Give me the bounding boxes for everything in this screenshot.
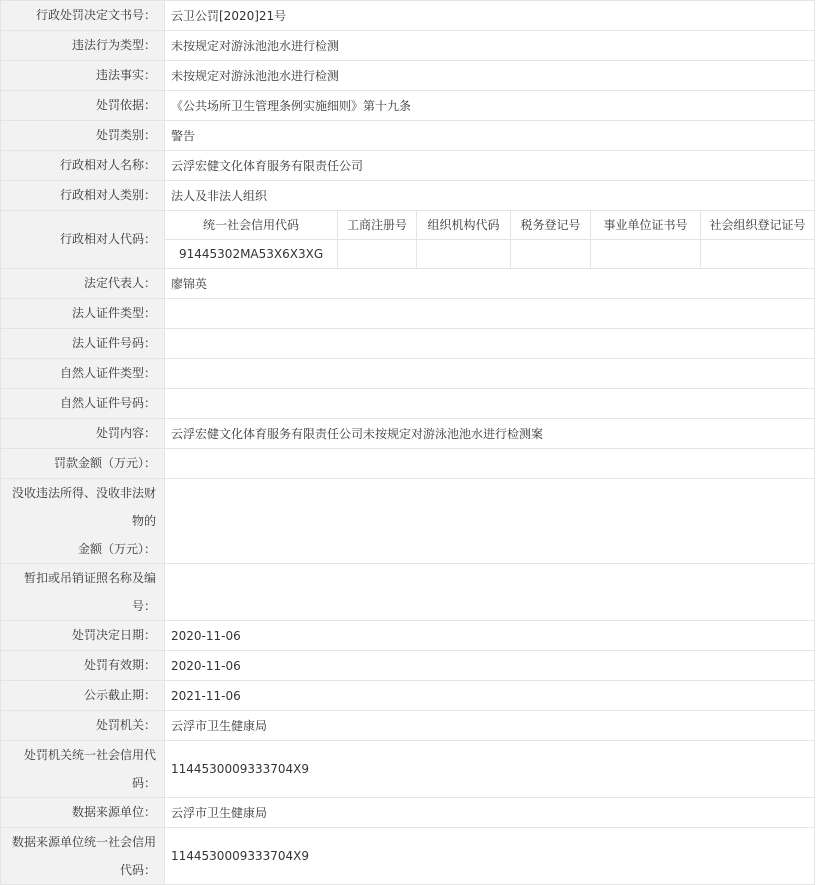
label-basis: 处罚依据： [1, 91, 165, 121]
row-natural-id-type [1, 359, 815, 389]
label-confiscation-line3: 金额（万元）： [77, 542, 156, 556]
row-natural-id-no [1, 389, 815, 419]
label-category: 处罚类别： [1, 121, 165, 151]
value-legal-rep: 廖锦英 [165, 269, 815, 299]
label-source-code [1, 828, 165, 885]
value-fine [165, 449, 815, 479]
value-legal-id-no [165, 329, 815, 359]
label-source-code-line2: 代码： [119, 863, 156, 877]
row-authority [1, 711, 815, 741]
label-party-type: 行政相对人类别： [1, 181, 165, 211]
value-source: 云浮市卫生健康局 [165, 798, 815, 828]
code-header-business-reg: 工商注册号 [338, 211, 417, 240]
row-violation-type [1, 31, 815, 61]
code-value-org-code [417, 240, 511, 269]
code-value-institution-cert [591, 240, 701, 269]
row-valid-date [1, 651, 815, 681]
value-violation-type: 未按规定对游泳池池水进行检测 [165, 31, 815, 61]
row-category [1, 121, 815, 151]
row-confiscation [1, 479, 815, 564]
label-legal-rep: 法定代表人： [1, 269, 165, 299]
value-basis: 《公共场所卫生管理条例实施细则》第十九条 [165, 91, 815, 121]
label-license [1, 564, 165, 621]
label-publish-end: 公示截止期： [1, 681, 165, 711]
value-license [165, 564, 815, 621]
label-party-name: 行政相对人名称： [1, 151, 165, 181]
value-valid-date: 2020-11-06 [165, 651, 815, 681]
value-legal-id-type [165, 299, 815, 329]
value-violation-fact: 未按规定对游泳池池水进行检测 [165, 61, 815, 91]
code-header-tax-reg: 税务登记号 [511, 211, 591, 240]
label-decision-date: 处罚决定日期： [1, 621, 165, 651]
label-license-line2: 号： [131, 599, 156, 613]
value-party-name: 云浮宏健文化体育服务有限责任公司 [165, 151, 815, 181]
row-violation-fact [1, 61, 815, 91]
label-content: 处罚内容： [1, 419, 165, 449]
row-legal-id-type [1, 299, 815, 329]
code-header-credit: 统一社会信用代码 [165, 211, 338, 240]
value-natural-id-type [165, 359, 815, 389]
row-source [1, 798, 815, 828]
row-legal-rep [1, 269, 815, 299]
code-value-tax-reg [511, 240, 591, 269]
code-value-social-org-cert [701, 240, 815, 269]
row-basis [1, 91, 815, 121]
label-authority: 处罚机关： [1, 711, 165, 741]
label-natural-id-no: 自然人证件号码： [1, 389, 165, 419]
value-doc-no: 云卫公罚[2020]21号 [165, 1, 815, 31]
label-natural-id-type: 自然人证件类型： [1, 359, 165, 389]
label-violation-type: 违法行为类型： [1, 31, 165, 61]
row-fine [1, 449, 815, 479]
code-value-credit: 91445302MA53X6X3XG [179, 247, 324, 261]
label-valid-date: 处罚有效期： [1, 651, 165, 681]
value-authority-code: 1144530009333704X9 [165, 741, 815, 798]
label-authority-code [1, 741, 165, 798]
code-header-org-code: 组织机构代码 [417, 211, 511, 240]
party-code-table [165, 211, 814, 268]
value-content: 云浮宏健文化体育服务有限责任公司未按规定对游泳池池水进行检测案 [165, 419, 815, 449]
row-legal-id-no [1, 329, 815, 359]
party-code-value-row [165, 240, 814, 269]
row-license [1, 564, 815, 621]
row-party-type [1, 181, 815, 211]
row-source-code [1, 828, 815, 885]
label-fine: 罚款金额（万元）： [1, 449, 165, 479]
value-authority: 云浮市卫生健康局 [165, 711, 815, 741]
value-party-type: 法人及非法人组织 [165, 181, 815, 211]
row-party-name [1, 151, 815, 181]
row-decision-date [1, 621, 815, 651]
label-legal-id-no: 法人证件号码： [1, 329, 165, 359]
code-value-business-reg [338, 240, 417, 269]
label-license-line1: 暂扣或吊销证照名称及编 [23, 571, 156, 585]
value-natural-id-no [165, 389, 815, 419]
row-content [1, 419, 815, 449]
value-publish-end: 2021-11-06 [165, 681, 815, 711]
label-authority-code-line2: 码： [131, 776, 156, 790]
row-party-code [1, 211, 815, 269]
row-doc-no [1, 1, 815, 31]
row-publish-end [1, 681, 815, 711]
party-code-header-row [165, 211, 814, 240]
value-decision-date: 2020-11-06 [165, 621, 815, 651]
label-source: 数据来源单位： [1, 798, 165, 828]
label-source-code-line1: 数据来源单位统一社会信用 [11, 835, 156, 849]
value-category: 警告 [165, 121, 815, 151]
label-legal-id-type: 法人证件类型： [1, 299, 165, 329]
value-confiscation [165, 479, 815, 564]
label-confiscation [1, 479, 165, 564]
label-doc-no: 行政处罚决定文书号： [1, 1, 165, 31]
row-authority-code [1, 741, 815, 798]
label-party-code: 行政相对人代码： [1, 211, 165, 269]
code-header-social-org-cert: 社会组织登记证号 [701, 211, 815, 240]
label-confiscation-line2: 物的 [131, 514, 156, 528]
value-source-code: 1144530009333704X9 [165, 828, 815, 885]
party-code-cell [165, 211, 815, 269]
label-violation-fact: 违法事实： [1, 61, 165, 91]
code-header-institution-cert: 事业单位证书号 [591, 211, 701, 240]
label-authority-code-line1: 处罚机关统一社会信用代 [23, 748, 156, 762]
label-confiscation-line1: 没收违法所得、没收非法财 [11, 486, 156, 500]
